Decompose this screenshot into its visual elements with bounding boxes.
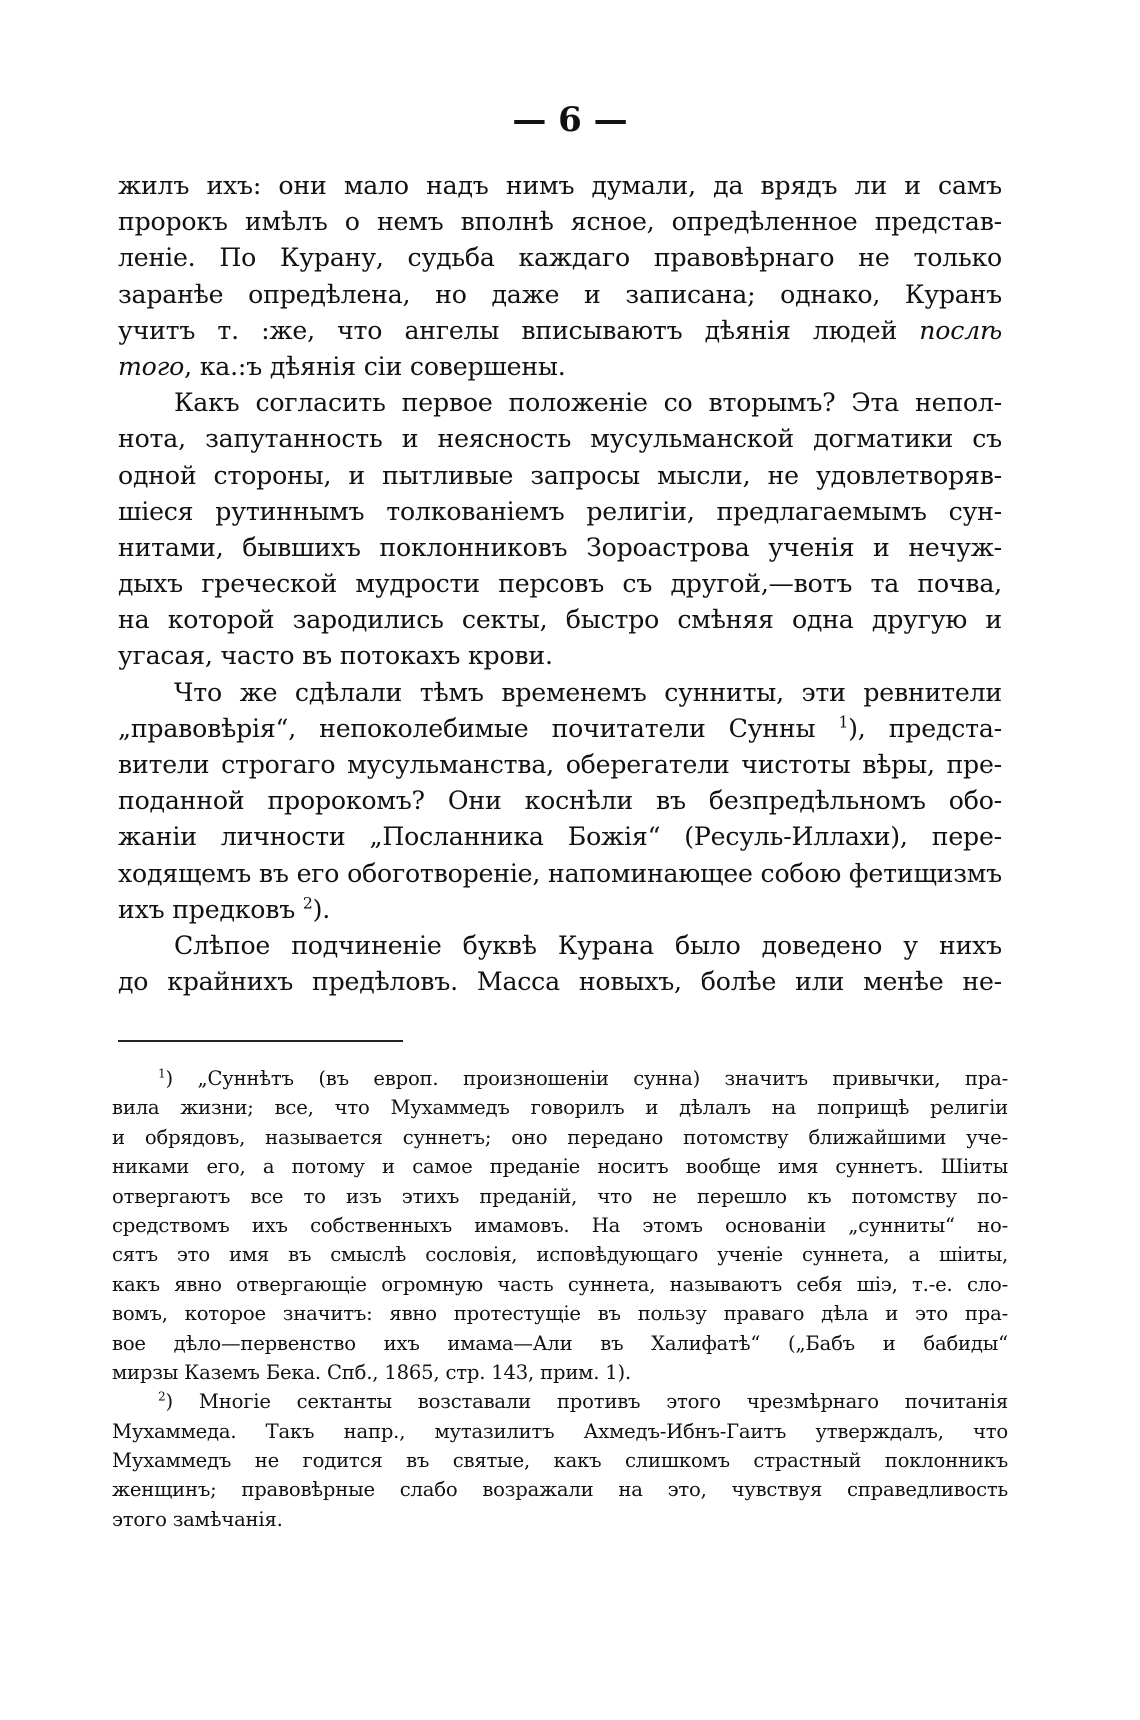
footnotes	[112, 1064, 1008, 1534]
line-text: никами его, а потому и самое преданіе носитъ вообще имя суннетъ. Шіиты	[112, 1155, 1008, 1179]
line-text: вители строгаго мусульманства, оберегатели чистоты вѣры, пре-	[118, 750, 1002, 779]
footnote-line	[112, 1182, 1008, 1211]
body-line	[118, 240, 1002, 276]
footnote-line	[112, 1152, 1008, 1181]
line-text: леніе. По Курану, судьба каждаго правовѣрнаго не только	[118, 243, 1002, 273]
line-text: отвергаютъ все то изъ этихъ преданій, что не перешло къ потомству по-	[112, 1184, 1008, 1208]
body-line	[118, 602, 1002, 638]
line-text: ихъ предковъ	[118, 894, 303, 924]
footnote-line	[112, 1123, 1008, 1152]
body-line	[118, 892, 1002, 928]
main-text	[118, 168, 1002, 1000]
line-text: „правовѣрія“, непоколебимые почитатели Сунны	[118, 713, 839, 743]
line-text: этого замѣчанія.	[112, 1507, 283, 1531]
italic-word: того	[118, 351, 185, 381]
footnote-ref: 2	[302, 894, 313, 913]
footnote-line	[112, 1093, 1008, 1122]
body-line	[118, 277, 1002, 313]
line-text: шіеся рутиннымъ толкованіемъ религіи, предлагаемымъ сун-	[118, 496, 1002, 526]
line-text: Слѣпое подчиненіе буквѣ Курана было доведено у нихъ	[174, 930, 1002, 960]
body-line	[118, 313, 1002, 349]
line-text: пророкъ имѣлъ о немъ вполнѣ ясное, опредѣленное представ-	[118, 207, 1002, 237]
footnote-line	[112, 1417, 1008, 1446]
footnote-text: Многіе сектанты возставали противъ этого чрезмѣрнаго почитанія	[198, 1390, 1008, 1414]
footnote-marker: 1	[158, 1066, 166, 1081]
body-line	[118, 856, 1002, 892]
footnote-line	[112, 1240, 1008, 1269]
footnote-divider	[118, 1040, 403, 1042]
line-text: и обрядовъ, называется суннетъ; оно передано потомству ближайшими уче-	[112, 1125, 1008, 1149]
line-text: поданной пророкомъ? Они коснѣли въ безпредѣльномъ обо-	[118, 786, 1002, 816]
line-text: на которой зародились секты, быстро смѣняя одна другую и	[118, 605, 1002, 635]
line-text: ходящемъ въ его обоготвореніе, напоминающее собою фетищизмъ	[118, 858, 1002, 888]
line-text: Мухаммеда. Такъ напр., мутазилитъ Ахмедъ-Ибнъ-Гаитъ утверждалъ, что	[112, 1419, 1008, 1443]
line-text: жаніи личности „Посланника Божія“ (Ресуль-Иллахи), пере-	[118, 822, 1002, 852]
line-text: до крайнихъ предѣловъ. Масса новыхъ, болѣе или менѣе не-	[118, 967, 1002, 997]
line-text: мирзы Каземъ Бека. Спб., 1865, стр. 143, прим. 1).	[112, 1360, 632, 1384]
body-line	[118, 819, 1002, 855]
line-text: , ка.:ъ дѣянія сіи совершены.	[184, 351, 566, 381]
footnote-line: $^2$) Многіе сектанты возставали противъ этого чрезмѣрнаго почитанія	[158, 1389, 1008, 1414]
footnote-text: „Суннѣтъ (въ европ. произношеніи сунна) значитъ привычки, пра-	[197, 1067, 1008, 1090]
page-number: — 6 —	[512, 100, 628, 140]
body-line	[118, 638, 1002, 674]
line-text-tail: ), предста-	[848, 713, 1002, 743]
body-line	[118, 349, 1002, 385]
body-line	[118, 675, 1002, 711]
footnote-line	[112, 1358, 1008, 1387]
line-text: женщинъ; правовѣрные слабо возражали на это, чувствуя справедливость	[112, 1478, 1008, 1502]
body-line	[118, 421, 1002, 457]
footnote-line	[112, 1446, 1008, 1475]
line-text-tail: ).	[312, 894, 331, 924]
line-text: средствомъ ихъ собственныхъ имамовъ. На этомъ основаніи „сунниты“ но-	[112, 1213, 1008, 1237]
footnote-line	[112, 1299, 1008, 1328]
body-line	[118, 494, 1002, 530]
footnote-line	[112, 1270, 1008, 1299]
italic-word: послѣ	[919, 315, 1002, 345]
line-text: дыхъ греческой мудрости персовъ съ другой,—вотъ та почва,	[118, 569, 1002, 599]
footnote-marker: 2	[158, 1389, 166, 1404]
line-text: Что же сдѣлали тѣмъ временемъ сунниты, эти ревнители	[174, 677, 1002, 707]
line-text: учитъ т. :же, что ангелы вписываютъ дѣянія людей	[118, 315, 920, 345]
line-text: угасая, часто въ потокахъ крови.	[118, 641, 553, 671]
body-line	[118, 168, 1002, 204]
footnote-line	[112, 1505, 1008, 1534]
line-text: сятъ это имя въ смыслѣ сословія, исповѣдующаго ученіе суннета, а шіиты,	[112, 1243, 1008, 1267]
line-text: жилъ ихъ: они мало надъ нимъ думали, да врядъ ли и самъ	[118, 171, 1002, 200]
body-line	[118, 385, 1002, 421]
footnote-line	[112, 1329, 1008, 1358]
footnote-line: $^1$) „Суннѣтъ (въ европ. произношеніи сунна) значитъ привычки, пра-	[158, 1066, 1008, 1090]
line-text: какъ явно отвергающіе огромную часть суннета, называютъ себя шіэ, т.-е. сло-	[112, 1272, 1008, 1296]
footnote-ref: 1	[838, 713, 849, 732]
footnote-line	[112, 1211, 1008, 1240]
line-text: вое дѣло—первенство ихъ имама—Али въ Халифатѣ“ („Бабъ и бабиды“	[112, 1331, 1008, 1355]
footnote-line	[112, 1475, 1008, 1504]
line-text: Какъ согласить первое положеніе со вторымъ? Эта непол-	[174, 388, 1002, 418]
line-text: нота, запутанность и неясность мусульманской догматики съ	[118, 424, 1002, 454]
body-line	[118, 530, 1002, 566]
line-text: Мухаммедъ не годится въ святые, какъ слишкомъ страстный поклонникъ	[112, 1449, 1008, 1473]
body-line	[118, 783, 1002, 819]
body-line	[118, 711, 1002, 747]
body-line	[118, 747, 1002, 783]
line-text: заранѣе опредѣлена, но даже и записана; однако, Куранъ	[118, 279, 1002, 309]
line-text: вила жизни; все, что Мухаммедъ говорилъ и дѣлалъ на поприщѣ религіи	[112, 1096, 1008, 1120]
line-text: нитами, бывшихъ поклонниковъ Зороастрова ученія и нечуж-	[118, 532, 1002, 562]
line-text: вомъ, которое значитъ: явно протестущіе въ пользу праваго дѣла и это пра-	[112, 1302, 1008, 1326]
body-line	[118, 458, 1002, 494]
body-line	[118, 964, 1002, 1000]
body-line	[118, 928, 1002, 964]
line-text: одной стороны, и пытливые запросы мысли, не удовлетворяв-	[118, 460, 1002, 490]
body-line	[118, 204, 1002, 240]
body-line	[118, 566, 1002, 602]
